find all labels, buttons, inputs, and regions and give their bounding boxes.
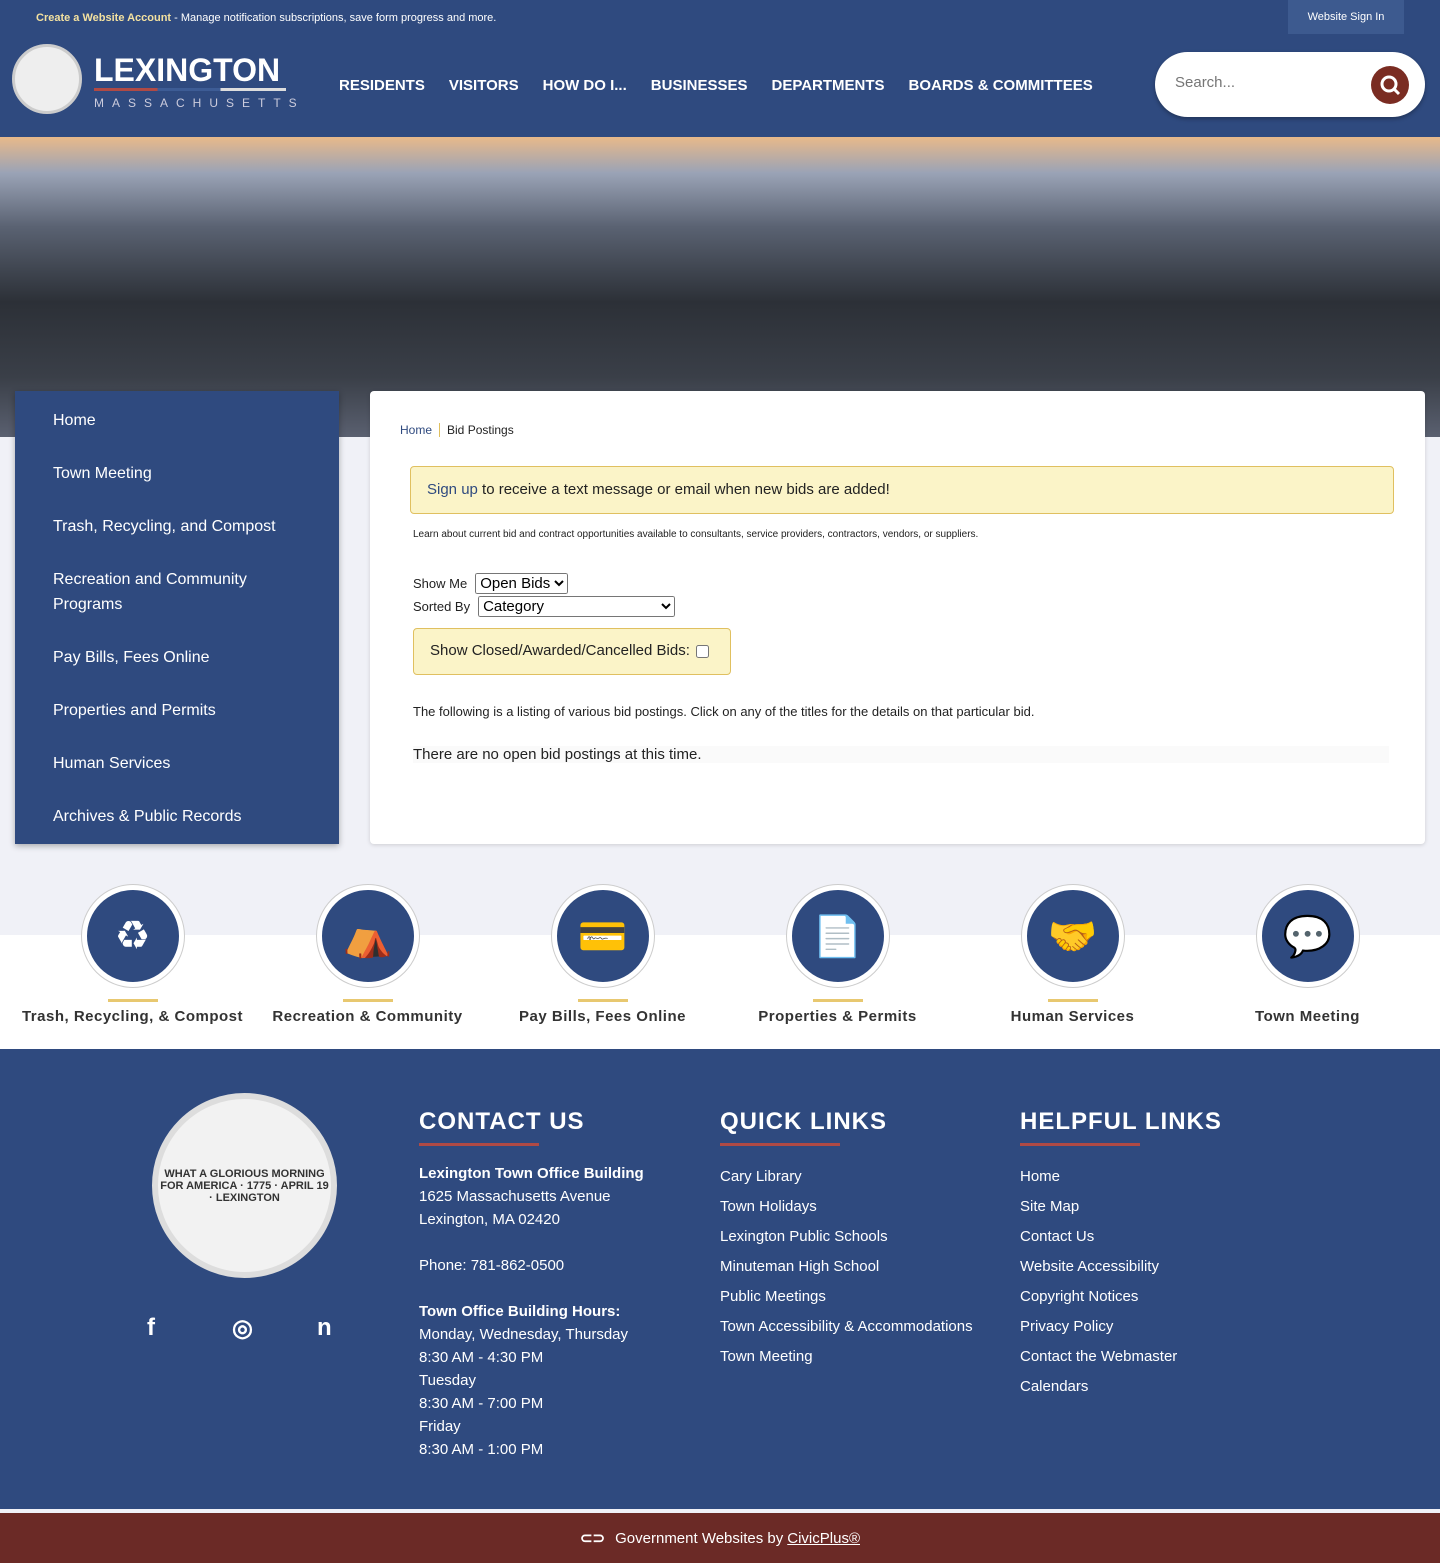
sorted-by-row xyxy=(413,596,675,617)
civicplus-link[interactable]: CivicPlus® xyxy=(787,1529,860,1547)
footer-link[interactable]: Home xyxy=(1020,1168,1061,1185)
header xyxy=(0,36,1440,137)
heading-underline xyxy=(1020,1143,1140,1146)
sidebar-item-properties[interactable]: Properties and Permits xyxy=(53,702,216,719)
show-me-label: Show Me xyxy=(413,576,468,591)
civicplus-bar xyxy=(0,1513,1440,1563)
show-closed-checkbox[interactable] xyxy=(696,645,709,658)
sorted-by-select[interactable] xyxy=(478,596,675,617)
account-message-text: - Manage notification subscriptions, save form progress and more. xyxy=(171,12,497,24)
sign-up-link[interactable]: Sign up xyxy=(427,481,478,498)
sidebar-item-archives[interactable]: Archives & Public Records xyxy=(53,808,242,825)
main-content xyxy=(370,391,1425,844)
signup-alert xyxy=(410,466,1394,514)
search-button[interactable] xyxy=(1371,66,1409,104)
quick-link-recreation[interactable] xyxy=(250,885,485,1025)
alert-text: to receive a text message or email when new bids are added! xyxy=(477,481,890,498)
quick-link-pay-bills[interactable] xyxy=(485,885,720,1025)
underline xyxy=(813,999,863,1002)
hours-line: Friday xyxy=(419,1418,461,1435)
underline xyxy=(1048,999,1098,1002)
breadcrumb-current: Bid Postings xyxy=(447,423,514,437)
top-bar xyxy=(0,0,1440,36)
quick-link-label: Town Meeting xyxy=(1255,1008,1360,1025)
sidebar-item-human-services[interactable]: Human Services xyxy=(53,755,171,772)
footer-link[interactable]: Contact Us xyxy=(1020,1228,1095,1245)
breadcrumb-home[interactable]: Home xyxy=(400,423,440,437)
nav-how-do-i[interactable]: HOW DO I... xyxy=(542,77,627,94)
heading-underline xyxy=(419,1143,539,1146)
handshake-icon: 🤝 xyxy=(1022,885,1124,987)
logo-divider xyxy=(94,88,286,91)
address-line2: Lexington, MA 02420 xyxy=(419,1211,560,1228)
listing-text: The following is a listing of various bid postings. Click on any of the titles for the details on that particular bid. xyxy=(413,704,1035,719)
helpful-links xyxy=(1020,1107,1222,1402)
footer-link[interactable]: Town Meeting xyxy=(720,1348,813,1365)
search-box xyxy=(1155,52,1425,117)
logo-subtitle: MASSACHUSETTS xyxy=(94,96,305,110)
contact-us xyxy=(419,1107,644,1461)
quick-link-label: Pay Bills, Fees Online xyxy=(519,1008,686,1025)
document-icon: 📄 xyxy=(787,885,889,987)
footer-link[interactable]: Website Accessibility xyxy=(1020,1258,1159,1275)
quick-links-heading: QUICK LINKS xyxy=(720,1108,887,1135)
show-closed-label: Show Closed/Awarded/Cancelled Bids: xyxy=(430,642,690,659)
underline xyxy=(108,999,158,1002)
show-me-row xyxy=(413,573,568,594)
footer xyxy=(0,1049,1440,1509)
quick-link-label: Recreation & Community xyxy=(272,1008,463,1025)
create-account-link[interactable]: Create a Website Account xyxy=(36,12,172,24)
footer-link[interactable]: Town Holidays xyxy=(720,1198,817,1215)
hours-title: Town Office Building Hours: xyxy=(419,1303,621,1320)
footer-link[interactable]: Minuteman High School xyxy=(720,1258,880,1275)
quick-links xyxy=(720,1107,973,1372)
nav-residents[interactable]: RESIDENTS xyxy=(339,77,425,94)
show-me-select[interactable] xyxy=(475,573,568,594)
hours-line: 8:30 AM - 7:00 PM xyxy=(419,1395,544,1412)
nav-visitors[interactable]: VISITORS xyxy=(448,77,519,94)
chat-bubbles-icon: 💬 xyxy=(1257,885,1359,987)
search-input[interactable] xyxy=(1175,74,1355,91)
footer-link[interactable]: Public Meetings xyxy=(720,1288,826,1305)
main-nav xyxy=(339,77,1093,94)
search-icon xyxy=(1378,73,1402,97)
nav-businesses[interactable]: BUSINESSES xyxy=(650,77,748,94)
helpful-links-heading: HELPFUL LINKS xyxy=(1020,1108,1222,1135)
sidebar-item-pay-bills[interactable]: Pay Bills, Fees Online xyxy=(53,649,210,666)
quick-link-trash[interactable] xyxy=(15,885,250,1025)
quick-link-label: Human Services xyxy=(1010,1008,1135,1025)
heading-underline xyxy=(720,1143,840,1146)
intro-text: Learn about current bid and contract opportunities available to consultants, service providers, contractors, vendors, or suppliers. xyxy=(413,529,979,540)
no-bids-message: There are no open bid postings at this time. xyxy=(413,746,1389,763)
footer-link[interactable]: Copyright Notices xyxy=(1020,1288,1139,1305)
nav-boards[interactable]: BOARDS & COMMITTEES xyxy=(908,77,1093,94)
sidebar-item-trash[interactable]: Trash, Recycling, and Compost xyxy=(53,518,276,535)
facebook-icon[interactable]: f xyxy=(147,1314,155,1341)
show-closed-box xyxy=(413,628,731,675)
contact-heading: CONTACT US xyxy=(419,1108,585,1135)
sorted-by-label: Sorted By xyxy=(413,599,471,614)
recycle-bin-icon: ♻ xyxy=(82,885,184,987)
logo-title[interactable]: LEXINGTON xyxy=(94,52,281,88)
underline xyxy=(343,999,393,1002)
hours-line: 8:30 AM - 4:30 PM xyxy=(419,1349,544,1366)
sidebar-item-home[interactable]: Home xyxy=(53,412,96,429)
address-line1: 1625 Massachusetts Avenue xyxy=(419,1188,611,1205)
nav-departments[interactable]: DEPARTMENTS xyxy=(771,77,885,94)
sidebar-item-recreation[interactable]: Recreation and Community Programs xyxy=(53,571,247,613)
footer-link[interactable]: Calendars xyxy=(1020,1378,1089,1395)
underline xyxy=(578,999,628,1002)
footer-link[interactable]: Town Accessibility & Accommodations xyxy=(720,1318,973,1335)
phone: Phone: 781-862-0500 xyxy=(419,1257,565,1274)
picnic-table-icon: ⛺ xyxy=(317,885,419,987)
quick-link-human-services[interactable] xyxy=(955,885,1190,1025)
breadcrumb xyxy=(400,423,514,437)
footer-link[interactable]: Lexington Public Schools xyxy=(720,1228,888,1245)
footer-link[interactable]: Site Map xyxy=(1020,1198,1080,1215)
hours-line: Monday, Wednesday, Thursday xyxy=(419,1326,629,1343)
quick-link-label: Properties & Permits xyxy=(758,1008,917,1025)
hours-line: 8:30 AM - 1:00 PM xyxy=(419,1441,544,1458)
sidebar xyxy=(15,391,339,844)
building-name: Lexington Town Office Building xyxy=(419,1165,644,1182)
town-seal xyxy=(152,1093,337,1278)
sign-in-button[interactable]: Website Sign In xyxy=(1288,0,1404,34)
footer-link[interactable]: Privacy Policy xyxy=(1020,1318,1114,1335)
instagram-icon[interactable]: ◎ xyxy=(232,1315,253,1342)
quick-link-label: Trash, Recycling, & Compost xyxy=(21,1008,244,1025)
nextdoor-icon[interactable]: n xyxy=(317,1314,332,1341)
seal-text: WHAT A GLORIOUS MORNING FOR AMERICA · 1775 · APRIL 19 · LEXINGTON xyxy=(160,1167,329,1204)
quick-link-properties[interactable] xyxy=(720,885,955,1025)
hours-line: Tuesday xyxy=(419,1372,476,1389)
civicplus-text: Government Websites by xyxy=(615,1529,784,1547)
civicplus-logo-icon: ⊂⊃ xyxy=(579,1530,606,1547)
sidebar-item-town-meeting[interactable]: Town Meeting xyxy=(53,465,152,482)
footer-link[interactable]: Cary Library xyxy=(720,1168,802,1185)
credit-card-icon: 💳 xyxy=(552,885,654,987)
quick-link-town-meeting[interactable] xyxy=(1190,885,1425,1025)
account-message xyxy=(36,12,496,24)
footer-link[interactable]: Contact the Webmaster xyxy=(1020,1348,1178,1365)
town-seal-logo[interactable] xyxy=(12,44,82,114)
